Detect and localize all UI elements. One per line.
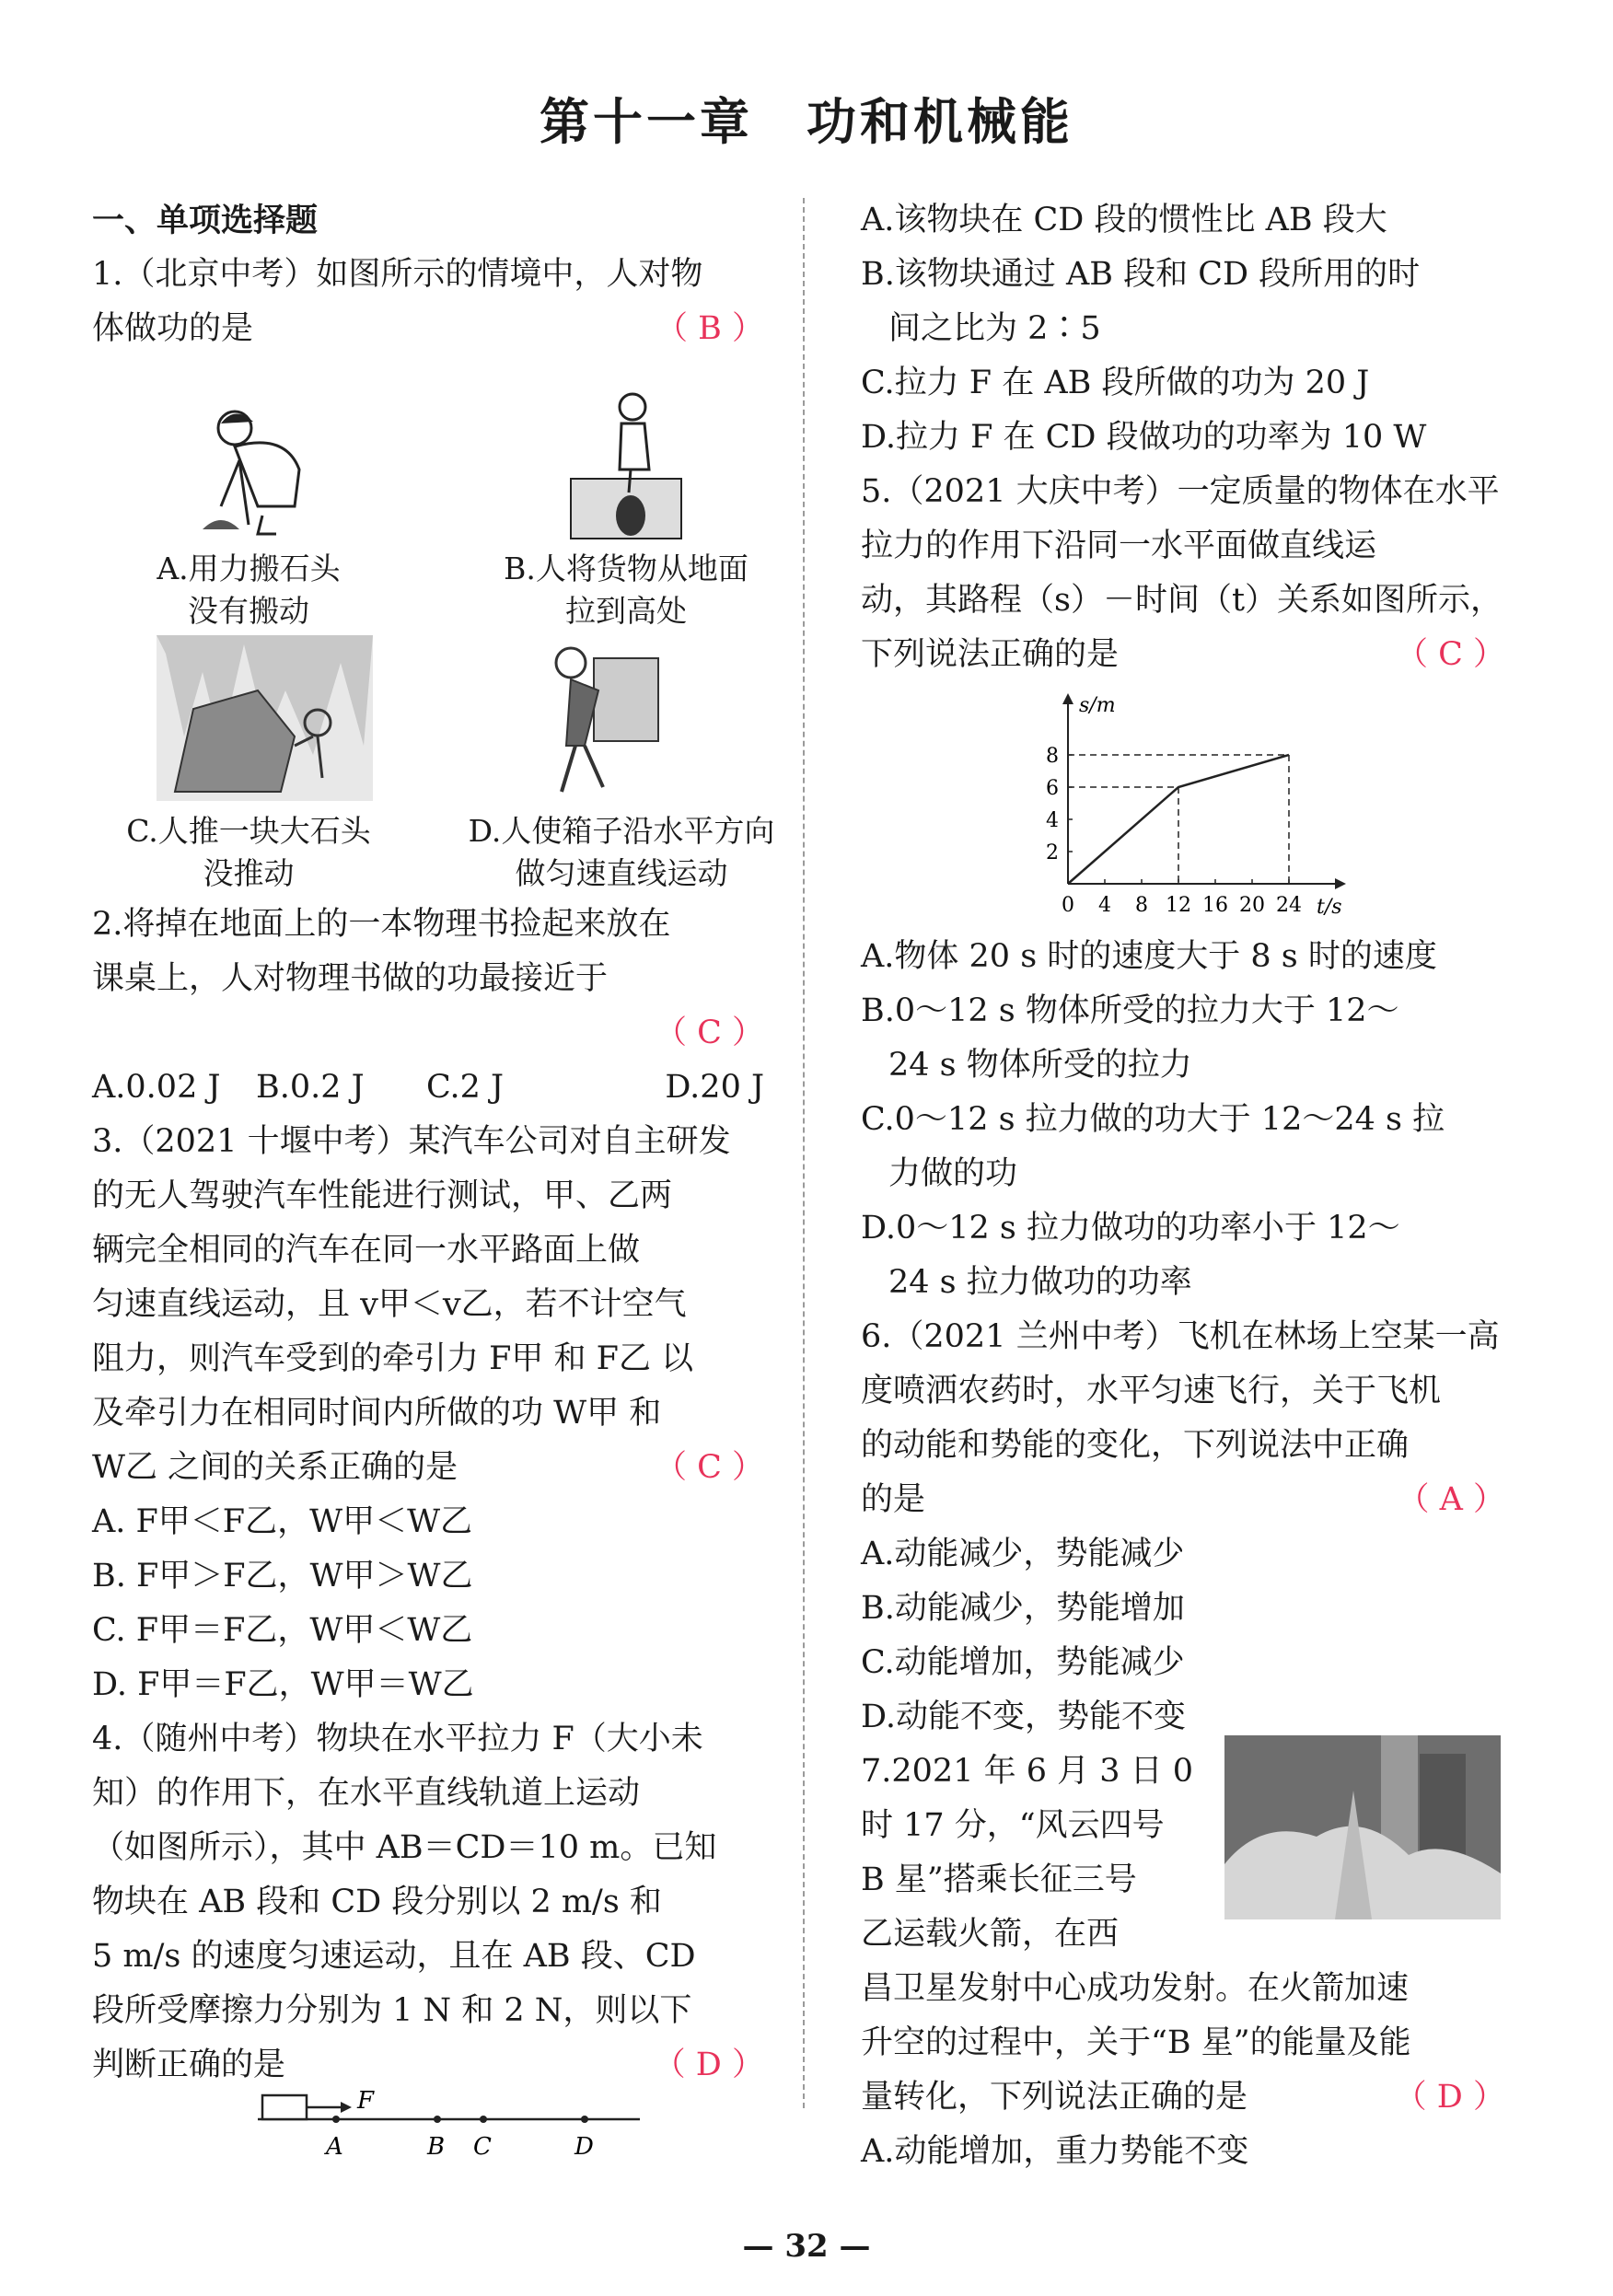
q7-rocket-photo	[1224, 1735, 1501, 1919]
point-c: C	[473, 2133, 492, 2161]
q1-caption-a: A.用力搬石头 没有搬动	[157, 551, 341, 629]
y-tick-label: 8	[1046, 745, 1059, 768]
q1-picture-d	[534, 635, 663, 801]
q7-line: 升空的过程中，关于“B 星”的能量及能	[861, 2024, 1411, 2061]
q4-line: 知）的作用下，在水平直线轨道上运动	[92, 1775, 641, 1812]
q3-option-a: A. F甲＜F乙，W甲＜W乙	[92, 1503, 473, 1540]
q4-line: （如图所示），其中 AB＝CD＝10 m。已知	[92, 1829, 717, 1866]
q1-caption-d: D.人使箱子沿水平方向 做匀速直线运动	[468, 813, 775, 891]
q7-line: 乙运载火箭，在西	[861, 1916, 1120, 1953]
q7-line: 7.2021 年 6 月 3 日 0	[861, 1753, 1194, 1790]
right-column-lower	[861, 930, 1505, 2179]
q7-option-a: A.动能增加，重力势能不变	[861, 2133, 1249, 2170]
q5-line: 拉力的作用下沿同一水平面做直线运	[861, 528, 1377, 564]
q6-line: 的是	[861, 1481, 926, 1518]
q7-answer: （ D ）	[1394, 2079, 1505, 2116]
y-axis-arrow	[1062, 693, 1073, 704]
q2-option-a: A.0.02 J	[92, 1069, 221, 1106]
q5-option-d-cont: 24 s 拉力做功的功率	[888, 1264, 1192, 1301]
q5-option-c-cont: 力做的功	[888, 1155, 1018, 1192]
column-divider	[803, 198, 805, 2108]
q5-option-b-cont: 24 s 物体所受的拉力	[888, 1047, 1192, 1084]
q1-line: 1.（北京中考）如图所示的情境中，人对物	[92, 256, 703, 293]
x-tick-label: 16	[1202, 894, 1228, 917]
x-tick-label: 8	[1135, 894, 1148, 917]
q4-option-a: A.该物块在 CD 段的惯性比 AB 段大	[861, 202, 1387, 238]
y-tick-label: 4	[1046, 809, 1059, 832]
q4-option-d: D.拉力 F 在 CD 段做功的功率为 10 W	[861, 419, 1427, 456]
page-number: — 32 —	[742, 2228, 871, 2265]
q4-option-b-cont: 间之比为 2∶5	[888, 310, 1101, 347]
q7-line: B 星”搭乘长征三号	[861, 1861, 1137, 1898]
block	[262, 2095, 307, 2119]
q1-picture-a	[184, 396, 322, 543]
q6-option-b: B.动能减少，势能增加	[861, 1590, 1185, 1627]
q2-answer: （ C ）	[654, 1015, 764, 1051]
q4-line: 4.（随州中考）物块在水平拉力 F（大小未	[92, 1721, 703, 1757]
y-axis-label: s/m	[1079, 694, 1116, 717]
x-tick-label: 20	[1239, 894, 1265, 917]
q5-line: 动，其路程（s）－时间（t）关系如图所示，	[861, 582, 1503, 619]
q3-line: 阻力，则汽车受到的牵引力 F甲 和 F乙 以	[92, 1340, 694, 1377]
q3-option-d: D. F甲＝F乙，W甲＝W乙	[92, 1666, 474, 1703]
q3-answer: （ C ）	[654, 1449, 764, 1486]
q2-line: 2.将掉在地面上的一本物理书捡起来放在	[92, 906, 671, 943]
q7-line: 时 17 分，“风云四号	[861, 1807, 1165, 1844]
point-a: A	[326, 2133, 343, 2161]
q3-line: 及牵引力在相同时间内所做的功 W甲 和	[92, 1395, 662, 1432]
y-tick-label: 2	[1046, 841, 1059, 864]
q2-options	[92, 1061, 764, 1115]
q4-option-c: C.拉力 F 在 AB 段所做的功为 20 J	[861, 365, 1370, 401]
q4-line: 5 m/s 的速度匀速运动，且在 AB 段、CD	[92, 1938, 696, 1975]
x-axis-label: t/s	[1317, 896, 1342, 919]
point-d: D	[574, 2133, 594, 2161]
point-b: B	[427, 2133, 446, 2161]
q3-line: W乙 之间的关系正确的是	[92, 1449, 458, 1486]
q5-line: 下列说法正确的是	[861, 636, 1120, 673]
q3-line: 辆完全相同的汽车在同一水平路面上做	[92, 1232, 641, 1269]
x-axis-arrow	[1335, 878, 1346, 889]
q4-line: 判断正确的是	[92, 2047, 286, 2083]
left-column-lower	[92, 898, 764, 2093]
q5-chart	[1031, 686, 1353, 934]
q1-answer: （ B ）	[656, 310, 764, 347]
y-tick-label: 6	[1046, 777, 1059, 800]
q5-option-c: C.0～12 s 拉力做的功大于 12～24 s 拉	[861, 1101, 1445, 1138]
q5-line: 5.（2021 大庆中考）一定质量的物体在水平	[861, 473, 1500, 510]
q6-line: 6.（2021 兰州中考）飞机在林场上空某一高	[861, 1318, 1500, 1355]
q6-line: 度喷洒农药时，水平匀速飞行，关于飞机	[861, 1373, 1442, 1409]
q3-line: 的无人驾驶汽车性能进行测试，甲、乙两	[92, 1177, 673, 1214]
q1-line: 体做功的是 （ B ）	[92, 302, 764, 356]
q3-line: 3.（2021 十堰中考）某汽车公司对自主研发	[92, 1123, 731, 1160]
section-heading: 一、单项选择题	[92, 202, 319, 239]
q2-option-d: D.20 J	[665, 1069, 764, 1106]
q3-option-b: B. F甲＞F乙，W甲＞W乙	[92, 1558, 473, 1594]
q5-option-a: A.物体 20 s 时的速度大于 8 s 时的速度	[861, 938, 1437, 975]
x-tick-label: 12	[1166, 894, 1191, 917]
q2-option-b: B.0.2 J	[256, 1069, 365, 1106]
q7-line: 量转化，下列说法正确的是	[861, 2079, 1248, 2116]
q5-answer: （ C ）	[1395, 636, 1505, 673]
q7-line: 昌卫星发射中心成功发射。在火箭加速	[861, 1970, 1410, 2007]
q1-picture-c	[157, 635, 373, 801]
q1-caption-c: C.人推一块大石头 没推动	[126, 813, 371, 891]
force-label: F	[357, 2090, 375, 2115]
q6-option-a: A.动能减少，势能减少	[861, 1536, 1185, 1572]
q6-line: 的动能和势能的变化，下列说法中正确	[861, 1427, 1410, 1464]
q1-picture-b	[566, 387, 695, 543]
q4-answer: （ D ）	[653, 2047, 764, 2083]
q6-option-d: D.动能不变，势能不变	[861, 1699, 1186, 1735]
q6-option-c: C.动能增加，势能减少	[861, 1644, 1185, 1681]
q4-option-b: B.该物块通过 AB 段和 CD 段所用的时	[861, 256, 1421, 293]
x-tick-label: 4	[1098, 894, 1111, 917]
q4-track-figure	[249, 2090, 654, 2163]
q3-option-c: C. F甲＝F乙，W甲＜W乙	[92, 1612, 473, 1649]
q3-line: 匀速直线运动，且 v甲＜v乙，若不计空气	[92, 1286, 687, 1323]
right-column	[861, 193, 1505, 682]
x-tick-label: 0	[1062, 894, 1074, 917]
q5-option-d: D.0～12 s 拉力做功的功率小于 12～	[861, 1210, 1400, 1247]
q2-option-c: C.2 J	[426, 1069, 505, 1106]
q5-option-b: B.0～12 s 物体所受的拉力大于 12～	[861, 992, 1399, 1029]
chapter-title: 第十一章 功和机械能	[540, 93, 1073, 151]
left-column	[92, 193, 764, 356]
x-tick-label: 24	[1276, 894, 1302, 917]
q6-answer: （ A ）	[1397, 1481, 1505, 1518]
q1-caption-b: B.人将货物从地面 拉到高处	[504, 551, 748, 629]
q4-line: 物块在 AB 段和 CD 段分别以 2 m/s 和	[92, 1884, 662, 1920]
q2-line: 课桌上，人对物理书做的功最接近于	[92, 960, 609, 997]
q4-line: 段所受摩擦力分别为 1 N 和 2 N，则以下	[92, 1992, 692, 2029]
